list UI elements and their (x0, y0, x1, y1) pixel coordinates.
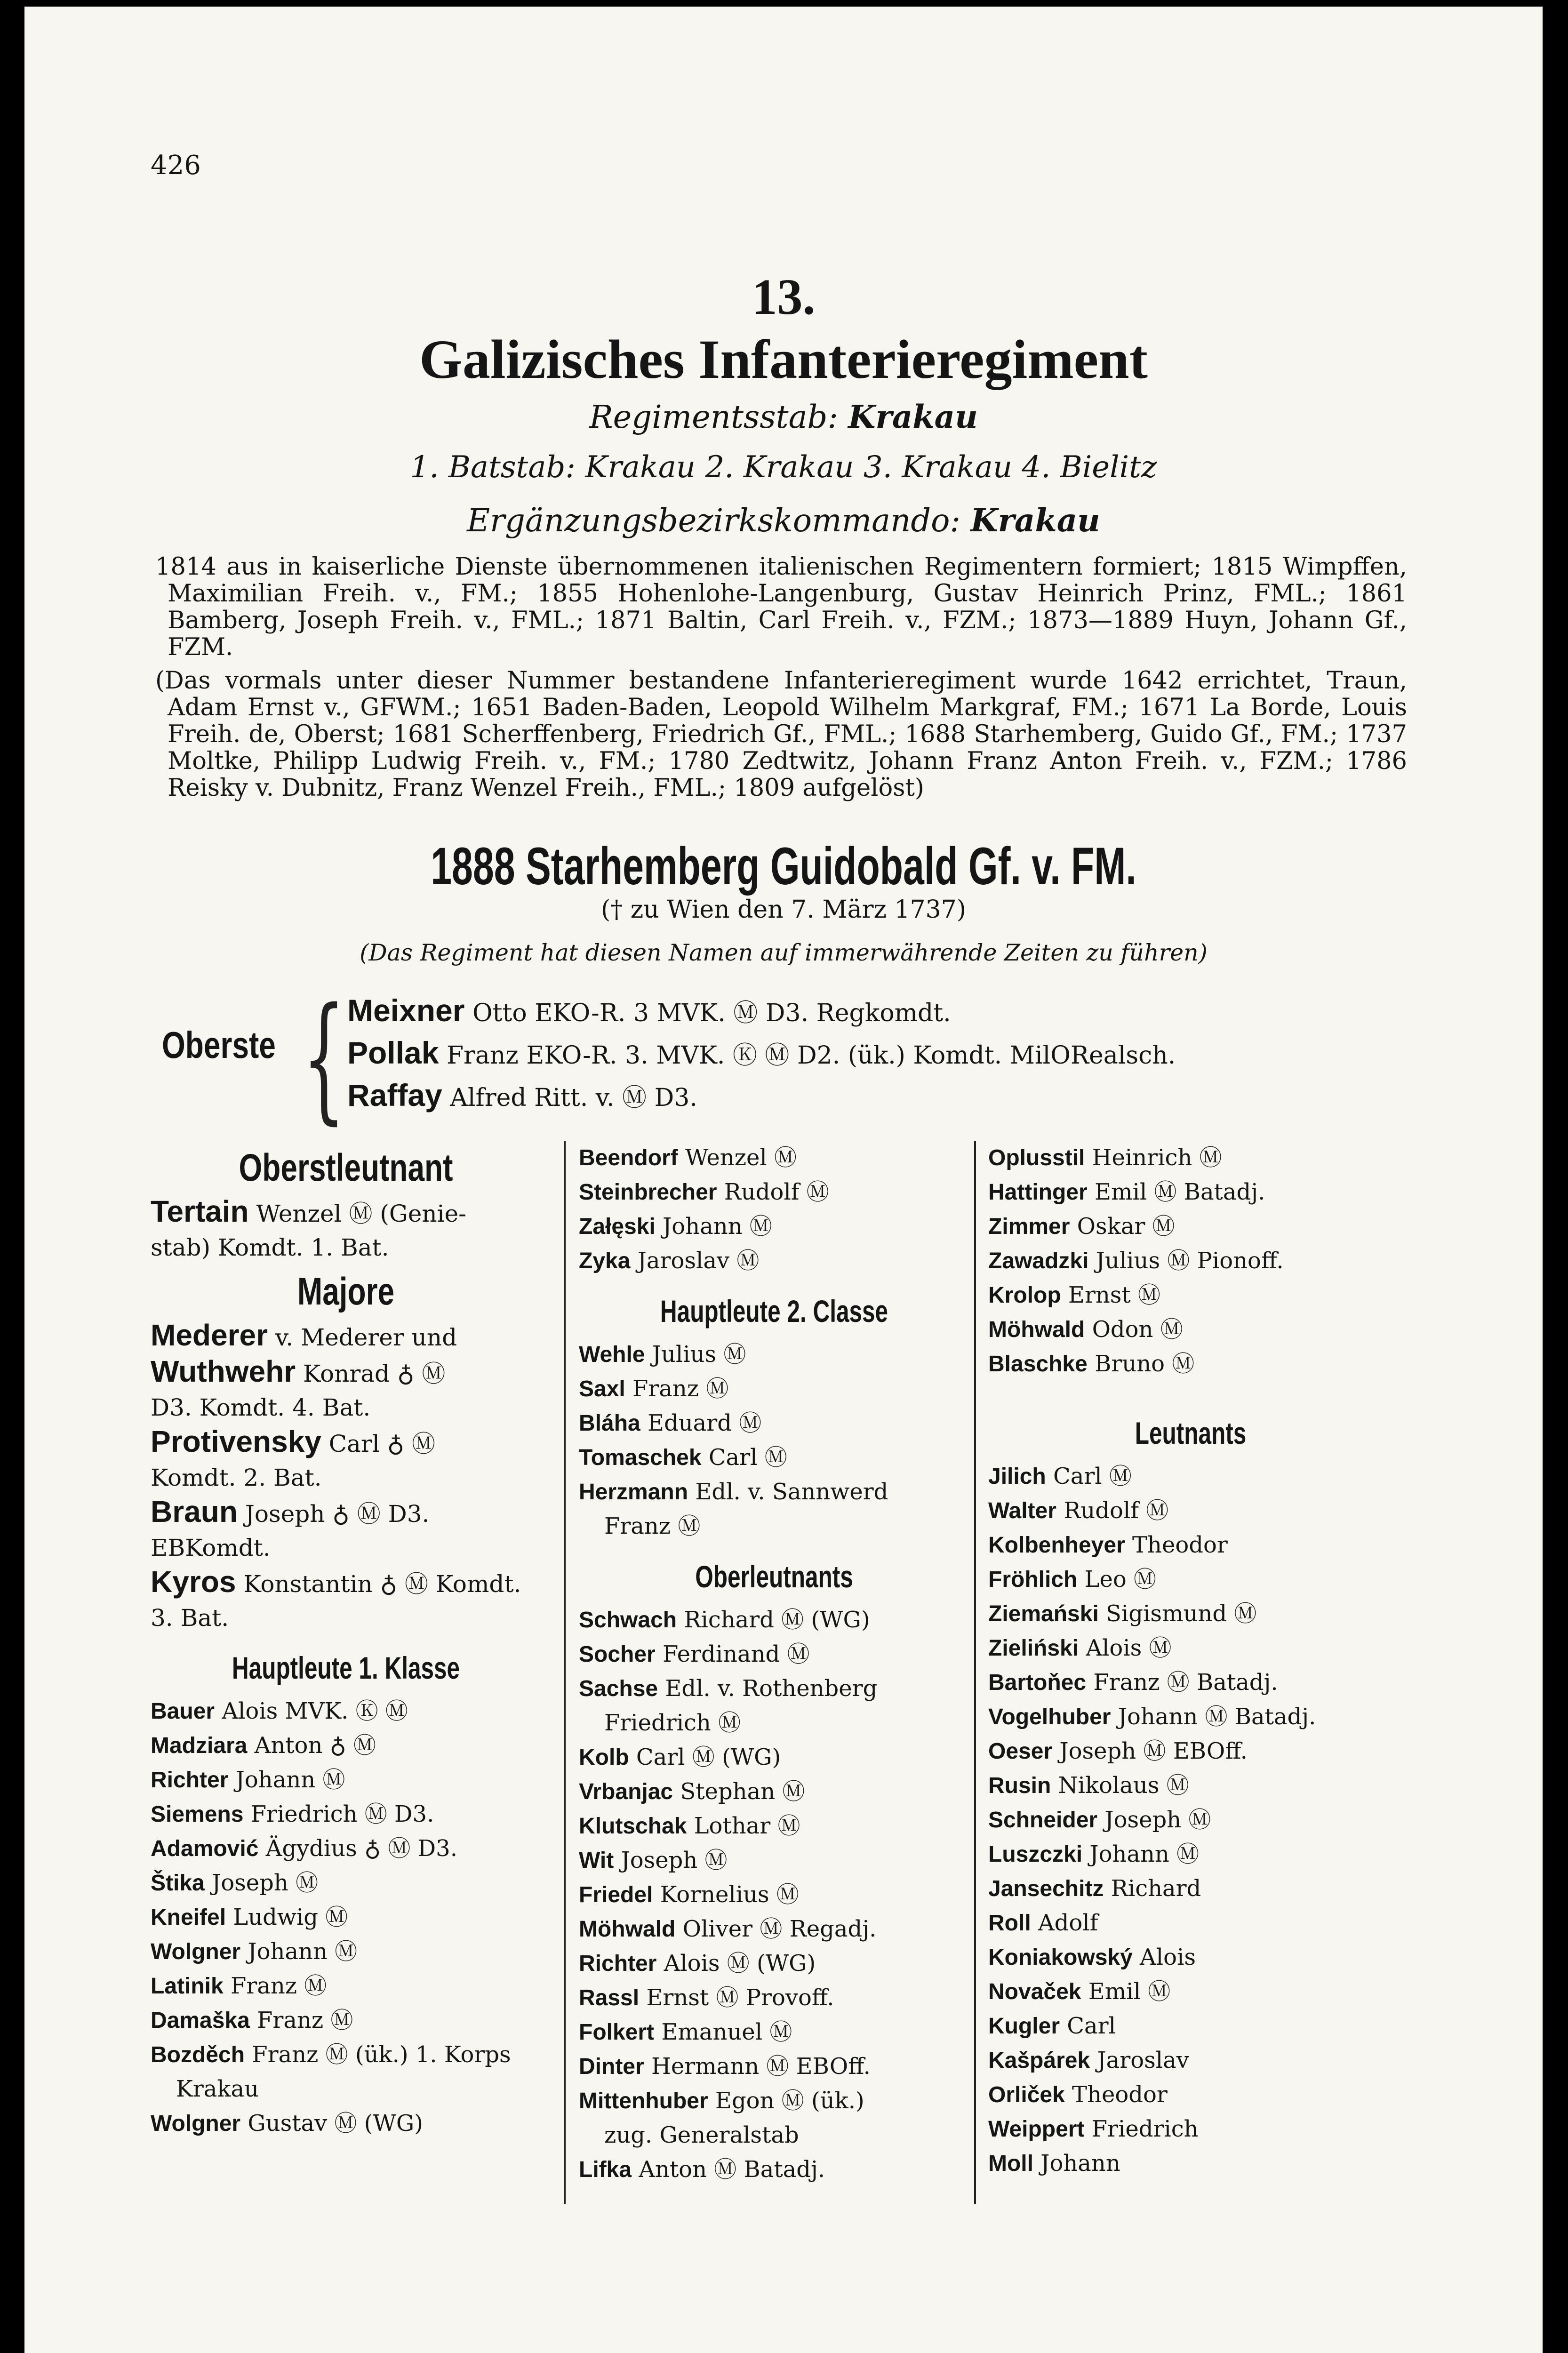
person-name: Madziara (151, 1733, 248, 1758)
oberste-label: Oberste (162, 1024, 276, 1066)
person-name: Klutschak (579, 1814, 687, 1839)
roster-entry (579, 1946, 969, 1981)
person-details: Franz Ⓜ (257, 2007, 353, 2033)
person-details: Franz Ⓜ (ük.) 1. Korps (252, 2041, 511, 2068)
roster-entry (579, 1981, 969, 2015)
person-details: Friedrich Ⓜ (604, 1710, 741, 1736)
roster-entry (151, 1900, 541, 1935)
person-name: Siemens (151, 1802, 244, 1827)
person-name: Kolbenheyer (988, 1533, 1125, 1558)
person-details: Stephan Ⓜ (680, 1778, 805, 1805)
roster-entry (579, 1740, 969, 1775)
person-details: Carl (1067, 2013, 1116, 2039)
roster-entry (151, 1935, 541, 1969)
person-details: Edl. v. Rothenberg (665, 1675, 878, 1702)
roster-entry (579, 1878, 969, 1912)
roster-entry (988, 2112, 1393, 2146)
roster-entry (988, 1700, 1393, 1734)
person-details: Franz EKO-R. 3. MVK. Ⓚ Ⓜ D2. (ük.) Komdt. MilORealsch. (446, 1041, 1176, 1070)
roster-entry (988, 1562, 1393, 1597)
person-name: Walter (988, 1498, 1056, 1523)
person-name: Lifka (579, 2157, 632, 2182)
person-name: Zyka (579, 1249, 631, 1273)
person-details: Konrad ♁ Ⓜ (303, 1360, 446, 1387)
person-name: Ziemański (988, 1601, 1099, 1626)
person-details: Krakau (176, 2076, 259, 2102)
person-details: Johann (1040, 2150, 1120, 2177)
roster-entry (988, 1175, 1393, 1209)
roster-entry (151, 1969, 541, 2003)
person-name: Dinter (579, 2054, 644, 2079)
roster-entry (579, 1843, 969, 1878)
roster-entry (988, 1347, 1393, 1381)
roster-entry (151, 1318, 541, 1354)
person-details: Oliver Ⓜ Regadj. (682, 1916, 877, 1942)
section-heading: Hauptleute 2. Classe (660, 1294, 888, 1329)
roster-entry (988, 1141, 1393, 1175)
person-details: v. Mederer und (275, 1324, 457, 1351)
roster-entry (988, 1975, 1393, 2009)
hauptleute-1-list (151, 1694, 541, 2141)
ergaenzung-place: Krakau (970, 502, 1100, 539)
roster-entry (151, 1231, 541, 1265)
roster-entry (988, 1769, 1393, 1803)
person-name: Damaška (151, 2008, 250, 2033)
roster-entry (988, 2043, 1393, 2078)
person-details: Sigismund Ⓜ (1106, 1601, 1257, 1627)
roster-entry (988, 1906, 1393, 1940)
roster-entry (988, 1940, 1393, 1975)
person-name: Oeser (988, 1739, 1053, 1764)
roster-entry (151, 1601, 541, 1635)
stab-label: Regimentsstab: (589, 399, 838, 435)
roster-entry (151, 1729, 541, 1763)
roster-entry (151, 1425, 541, 1461)
roster-entry (988, 2078, 1393, 2112)
roster-entry (988, 1665, 1393, 1700)
person-details: Jaroslav (1097, 2047, 1189, 2073)
roster-entry (988, 1597, 1393, 1631)
roster-entry (579, 1706, 969, 1740)
person-name: Kolb (579, 1745, 629, 1770)
roster-entry (579, 1175, 969, 1209)
roster-entry (988, 1494, 1393, 1528)
death-note: († zu Wien den 7. März 1737) (600, 896, 967, 924)
stab-place: Krakau (848, 398, 978, 435)
person-name: Zawadzki (988, 1249, 1089, 1273)
person-details: Eduard Ⓜ (647, 1410, 762, 1436)
person-details: Joseph Ⓜ EBOff. (1059, 1738, 1248, 1764)
person-name: Herzmann (579, 1480, 688, 1505)
person-name: Fröhlich (988, 1567, 1078, 1592)
roster-entry (579, 1475, 969, 1509)
person-details: Johann Ⓜ Batadj. (1118, 1704, 1316, 1730)
roster-entry (579, 2118, 969, 2153)
person-details: Ludwig Ⓜ (233, 1904, 348, 1930)
person-name: Sachse (579, 1676, 658, 1701)
person-details: D3. Komdt. 4. Bat. (151, 1394, 371, 1421)
person-name: Protivensky (151, 1425, 321, 1458)
person-details: Franz Ⓜ (230, 1973, 327, 1999)
person-name: Folkert (579, 2020, 655, 2045)
person-name: Zieliński (988, 1636, 1079, 1661)
hauptleute-2-list (579, 1337, 969, 1544)
regimentsstab-line (24, 398, 1543, 435)
roster-entry (579, 1672, 969, 1706)
person-name: Luszczki (988, 1842, 1083, 1867)
person-name: Mederer (151, 1318, 268, 1352)
roster-entry (988, 1734, 1393, 1769)
roster-entry (151, 1797, 541, 1832)
person-details: Jaroslav Ⓜ (637, 1248, 760, 1274)
roster-entry (579, 1809, 969, 1843)
person-details: Richard (1111, 1875, 1201, 1902)
roster-entry (988, 2009, 1393, 2043)
person-name: Orliček (988, 2082, 1065, 2107)
person-name: Raffay (347, 1078, 442, 1112)
person-details: Adolf (1038, 1910, 1098, 1936)
section-heading: Oberleutnants (695, 1559, 853, 1594)
person-details: Theodor (1132, 1532, 1228, 1558)
person-name: Jansechitz (988, 1876, 1104, 1901)
person-details: Anton ♁ Ⓜ (254, 1732, 376, 1759)
column-2 (579, 1141, 969, 2187)
curly-brace: { (302, 979, 346, 1137)
roster-entry (579, 1603, 969, 1637)
person-name: Steinbrecher (579, 1180, 717, 1205)
person-details: Komdt. 2. Bat. (151, 1464, 322, 1491)
person-name: Tertain (151, 1194, 249, 1228)
person-details: Alois MVK. Ⓚ Ⓜ (222, 1698, 408, 1724)
person-details: Wenzel Ⓜ (685, 1144, 797, 1171)
person-details: 3. Bat. (151, 1604, 229, 1632)
section-heading: Leutnants (1135, 1416, 1247, 1450)
roster-entry (579, 2153, 969, 2187)
person-name: Wit (579, 1848, 614, 1873)
obstlt-list (151, 1194, 541, 1265)
person-details: Franz Ⓜ (632, 1376, 729, 1402)
person-name: Wehle (579, 1342, 645, 1367)
history-paragraph: 1814 aus in kaiserliche Dienste übernommenen italienischen Regimentern formiert; 1815 Wimpffen, Maximilian Freih. v., FM.; 1855 Hohenlohe-Langenburg, Gustav Heinrich Prinz, FML.; 1861 Bamberg, Joseph Freih. v., FML.; 1871 Baltin, Carl Freih. v., FZM.; 1873—1889 Huyn, Johann Gf., FZM. (155, 553, 1407, 661)
person-details: Franz Ⓜ Batadj. (1093, 1669, 1278, 1696)
person-details: Theodor (1072, 2081, 1168, 2108)
person-name: Jilich (988, 1464, 1046, 1489)
roster-entry (579, 2049, 969, 2084)
person-details: Rudolf Ⓜ (1064, 1497, 1169, 1524)
person-name: Pollak (347, 1035, 439, 1070)
person-details: Emil Ⓜ Batadj. (1094, 1179, 1265, 1205)
roster-entry (151, 1694, 541, 1729)
person-name: Koniakowský (988, 1945, 1133, 1970)
ergaenzung-label: Ergänzungsbezirkskommando: (467, 502, 961, 539)
roster-entry (151, 2038, 541, 2072)
person-name: Kneifel (151, 1905, 226, 1930)
person-details: Emil Ⓜ (1088, 1978, 1171, 2005)
person-details: Carl Ⓜ (708, 1444, 787, 1471)
person-name: Bauer (151, 1699, 215, 1724)
person-details: Anton Ⓜ Batadj. (639, 2156, 825, 2183)
person-name: Hattinger (988, 1180, 1088, 1205)
person-name: Schwach (579, 1608, 677, 1633)
oberst-entry (347, 1077, 697, 1113)
person-details: Johann Ⓜ (248, 1938, 358, 1965)
leutnants-list (988, 1459, 1393, 2181)
person-name: Bartoňec (988, 1670, 1087, 1695)
roster-entry (988, 1837, 1393, 1872)
person-details: Ernst Ⓜ (1068, 1282, 1160, 1308)
person-name: Saxl (579, 1377, 625, 1401)
person-name: Zimmer (988, 1214, 1070, 1239)
person-details: Carl Ⓜ (WG) (636, 1744, 781, 1770)
regiment-title: Galizisches Infanterieregiment (419, 328, 1148, 390)
person-name: Weippert (988, 2117, 1085, 2142)
hauptleute-continued-list (579, 1141, 969, 1278)
roster-entry (579, 2084, 969, 2118)
ergaenzung-line (24, 502, 1543, 539)
column-1 (151, 1141, 541, 2141)
oberst-entry (347, 992, 951, 1028)
roster-entry (988, 1244, 1393, 1278)
person-details: Gustav Ⓜ (WG) (248, 2110, 423, 2137)
roster-entry (151, 1194, 541, 1231)
roster-entry (579, 1441, 969, 1475)
person-name: Bozděch (151, 2042, 245, 2067)
roster-entry (579, 1244, 969, 1278)
person-name: Wolgner (151, 1939, 241, 1964)
person-name: Krolop (988, 1283, 1061, 1308)
person-name: Štika (151, 1871, 205, 1896)
roster-entry (151, 1531, 541, 1565)
person-details: Edl. v. Sannwerd (695, 1479, 888, 1505)
batstab-line: 1. Batstab: Krakau 2. Krakau 3. Krakau 4. Bielitz (410, 450, 1157, 485)
roster-entry (579, 1141, 969, 1175)
regiment-number: 13. (752, 269, 816, 325)
person-details: Franz Ⓜ (604, 1513, 701, 1539)
person-name: Tomaschek (579, 1445, 702, 1470)
column-divider (564, 1141, 566, 2204)
roster-entry (579, 1209, 969, 1244)
roster-entry (988, 1459, 1393, 1494)
person-name: Socher (579, 1642, 656, 1667)
person-name: Novaček (988, 1979, 1081, 2004)
person-details: Egon Ⓜ (ük.) (715, 2088, 864, 2114)
roster-entry (579, 1775, 969, 1809)
section-heading: Oberstleutnant (239, 1146, 453, 1189)
person-name: Möhwald (988, 1317, 1085, 1342)
majore-list (151, 1318, 541, 1635)
person-name: Kyros (151, 1565, 236, 1599)
roster-entry (151, 1866, 541, 1900)
person-details: Hermann Ⓜ EBOff. (651, 2053, 871, 2080)
person-name: Rusin (988, 1773, 1051, 1798)
former-regiment-paragraph: (Das vormals unter dieser Nummer bestandene Infanterieregiment wurde 1642 errichtet, Traun, Adam Ernst v., GFWM.; 1651 Baden-Baden, Leopold Wilhelm Markgraf, FM.; 1671 La Borde, Louis Freih. de, Oberst; 1681 Scherffenberg, Friedrich Gf., FML.; 1688 Starhemberg, Guido Gf., FM.; 1737 Moltke, Philipp Ludwig Freih. v., FM.; 1780 Zedtwitz, Johann Franz Anton Freih. v., FZM.; 1786 Reisky v. Dubnitz, Franz Wenzel Freih., FML.; 1809 aufgelöst) (155, 667, 1407, 802)
inhaber-heading: 1888 Starhemberg Guidobald Gf. v. FM. (431, 837, 1136, 896)
roster-entry (988, 2146, 1393, 2181)
person-details: Odon Ⓜ (1092, 1316, 1183, 1343)
roster-entry (988, 1803, 1393, 1837)
person-name: Załęski (579, 1214, 656, 1239)
person-details: Alois (1140, 1944, 1196, 1970)
roster-entry (151, 1763, 541, 1797)
person-name: Vogelhuber (988, 1705, 1111, 1729)
roster-entry (988, 1631, 1393, 1665)
person-details: Alois Ⓜ (1086, 1635, 1172, 1661)
person-name: Kugler (988, 2014, 1060, 2039)
roster-entry (988, 1209, 1393, 1244)
person-name: Bláha (579, 1411, 640, 1436)
person-details: Heinrich Ⓜ (1092, 1144, 1222, 1171)
column-3 (988, 1141, 1393, 2181)
section-heading: Majore (297, 1270, 395, 1313)
person-name: Schneider (988, 1808, 1098, 1833)
person-details: Johann Ⓜ (663, 1213, 772, 1240)
person-details: Friedrich Ⓜ D3. (250, 1801, 434, 1827)
person-name: Richter (579, 1951, 657, 1976)
person-details: Rudolf Ⓜ (724, 1179, 829, 1205)
person-name: Braun (151, 1495, 238, 1529)
person-name: Beendorf (579, 1145, 678, 1170)
person-details: Joseph Ⓜ (1104, 1807, 1211, 1833)
person-details: Otto EKO-R. 3 MVK. Ⓜ D3. Regkomdt. (472, 999, 951, 1027)
roster-entry (988, 1528, 1393, 1562)
person-name: Vrbanjac (579, 1779, 673, 1804)
person-name: Mittenhuber (579, 2089, 708, 2113)
person-details: Lothar Ⓜ (694, 1813, 800, 1839)
person-name: Richter (151, 1768, 229, 1793)
roster-entry (579, 2015, 969, 2049)
roster-entry (579, 1406, 969, 1441)
person-name: Blaschke (988, 1352, 1088, 1377)
roster-entry (151, 1495, 541, 1531)
roster-entry (151, 1832, 541, 1866)
person-name: Adamović (151, 1836, 259, 1861)
roster-entry (988, 1278, 1393, 1313)
person-details: Johann Ⓜ (1089, 1841, 1200, 1867)
person-details: zug. Generalstab (604, 2122, 799, 2148)
oberst-entry (347, 1035, 1176, 1071)
roster-entry (579, 1637, 969, 1672)
person-details: Johann Ⓜ (235, 1767, 345, 1793)
person-details: Ernst Ⓜ Provoff. (646, 1985, 834, 2011)
person-name: Meixner (347, 993, 465, 1028)
person-details: stab) Komdt. 1. Bat. (151, 1234, 389, 1261)
person-details: Julius Ⓜ Pionoff. (1096, 1248, 1284, 1274)
roster-entry (151, 1354, 541, 1391)
person-details: Alois Ⓜ (WG) (664, 1950, 816, 1977)
roster-entry (579, 1509, 969, 1544)
roster-entry (151, 2072, 541, 2106)
person-details: Joseph ♁ Ⓜ D3. (245, 1500, 430, 1528)
roster-entry (151, 1461, 541, 1495)
person-details: Konstantin ♁ Ⓜ Komdt. (243, 1570, 521, 1598)
person-name: Latinik (151, 1974, 224, 1999)
person-details: Alfred Ritt. v. Ⓜ D3. (450, 1084, 697, 1112)
person-name: Friedel (579, 1882, 653, 1907)
roster-entry (151, 1391, 541, 1425)
name-note: (Das Regiment hat diesen Namen auf immerwährende Zeiten zu führen) (360, 939, 1208, 966)
person-details: Carl Ⓜ (1053, 1463, 1132, 1489)
person-name: Möhwald (579, 1917, 676, 1942)
section-heading: Hauptleute 1. Klasse (232, 1650, 460, 1685)
roster-entry (988, 1313, 1393, 1347)
roster-entry (579, 1912, 969, 1946)
person-details: Friedrich (1091, 2116, 1199, 2142)
column-divider (974, 1141, 976, 2204)
person-details: Ferdinand Ⓜ (663, 1641, 810, 1667)
person-details: Ägydius ♁ Ⓜ D3. (265, 1835, 457, 1862)
person-name: Kašpárek (988, 2048, 1090, 2073)
person-name: Oplusstil (988, 1145, 1085, 1170)
person-name: Wolgner (151, 2111, 241, 2136)
roster-entry (988, 1872, 1393, 1906)
roster-entry (151, 2106, 541, 2141)
roster-entry (151, 2003, 541, 2038)
person-details: Bruno Ⓜ (1095, 1351, 1195, 1377)
person-details: Richard Ⓜ (WG) (684, 1607, 870, 1633)
person-details: Joseph Ⓜ (621, 1847, 728, 1873)
person-name: Wuthwehr (151, 1354, 296, 1388)
roster-entry (579, 1372, 969, 1406)
person-details: Emanuel Ⓜ (661, 2019, 792, 2045)
person-details: Oskar Ⓜ (1077, 1213, 1175, 1240)
roster-entry (151, 1565, 541, 1601)
oberleutnants-continued-list (988, 1141, 1393, 1381)
person-name: Rassl (579, 1985, 640, 2010)
person-details: Leo Ⓜ (1084, 1566, 1157, 1593)
person-details: Carl ♁ Ⓜ (328, 1430, 436, 1457)
book-page (24, 7, 1543, 2353)
roster-entry (579, 1337, 969, 1372)
person-details: EBKomdt. (151, 1534, 271, 1561)
person-details: Kornelius Ⓜ (660, 1881, 799, 1908)
person-details: Wenzel Ⓜ (Genie- (256, 1200, 467, 1227)
person-details: Nikolaus Ⓜ (1058, 1772, 1189, 1799)
page-number: 426 (151, 150, 201, 181)
person-details: Joseph Ⓜ (212, 1870, 319, 1896)
person-details: Julius Ⓜ (652, 1341, 746, 1368)
oberleutnants-list (579, 1603, 969, 2187)
person-name: Roll (988, 1911, 1031, 1936)
person-name: Moll (988, 2151, 1033, 2176)
